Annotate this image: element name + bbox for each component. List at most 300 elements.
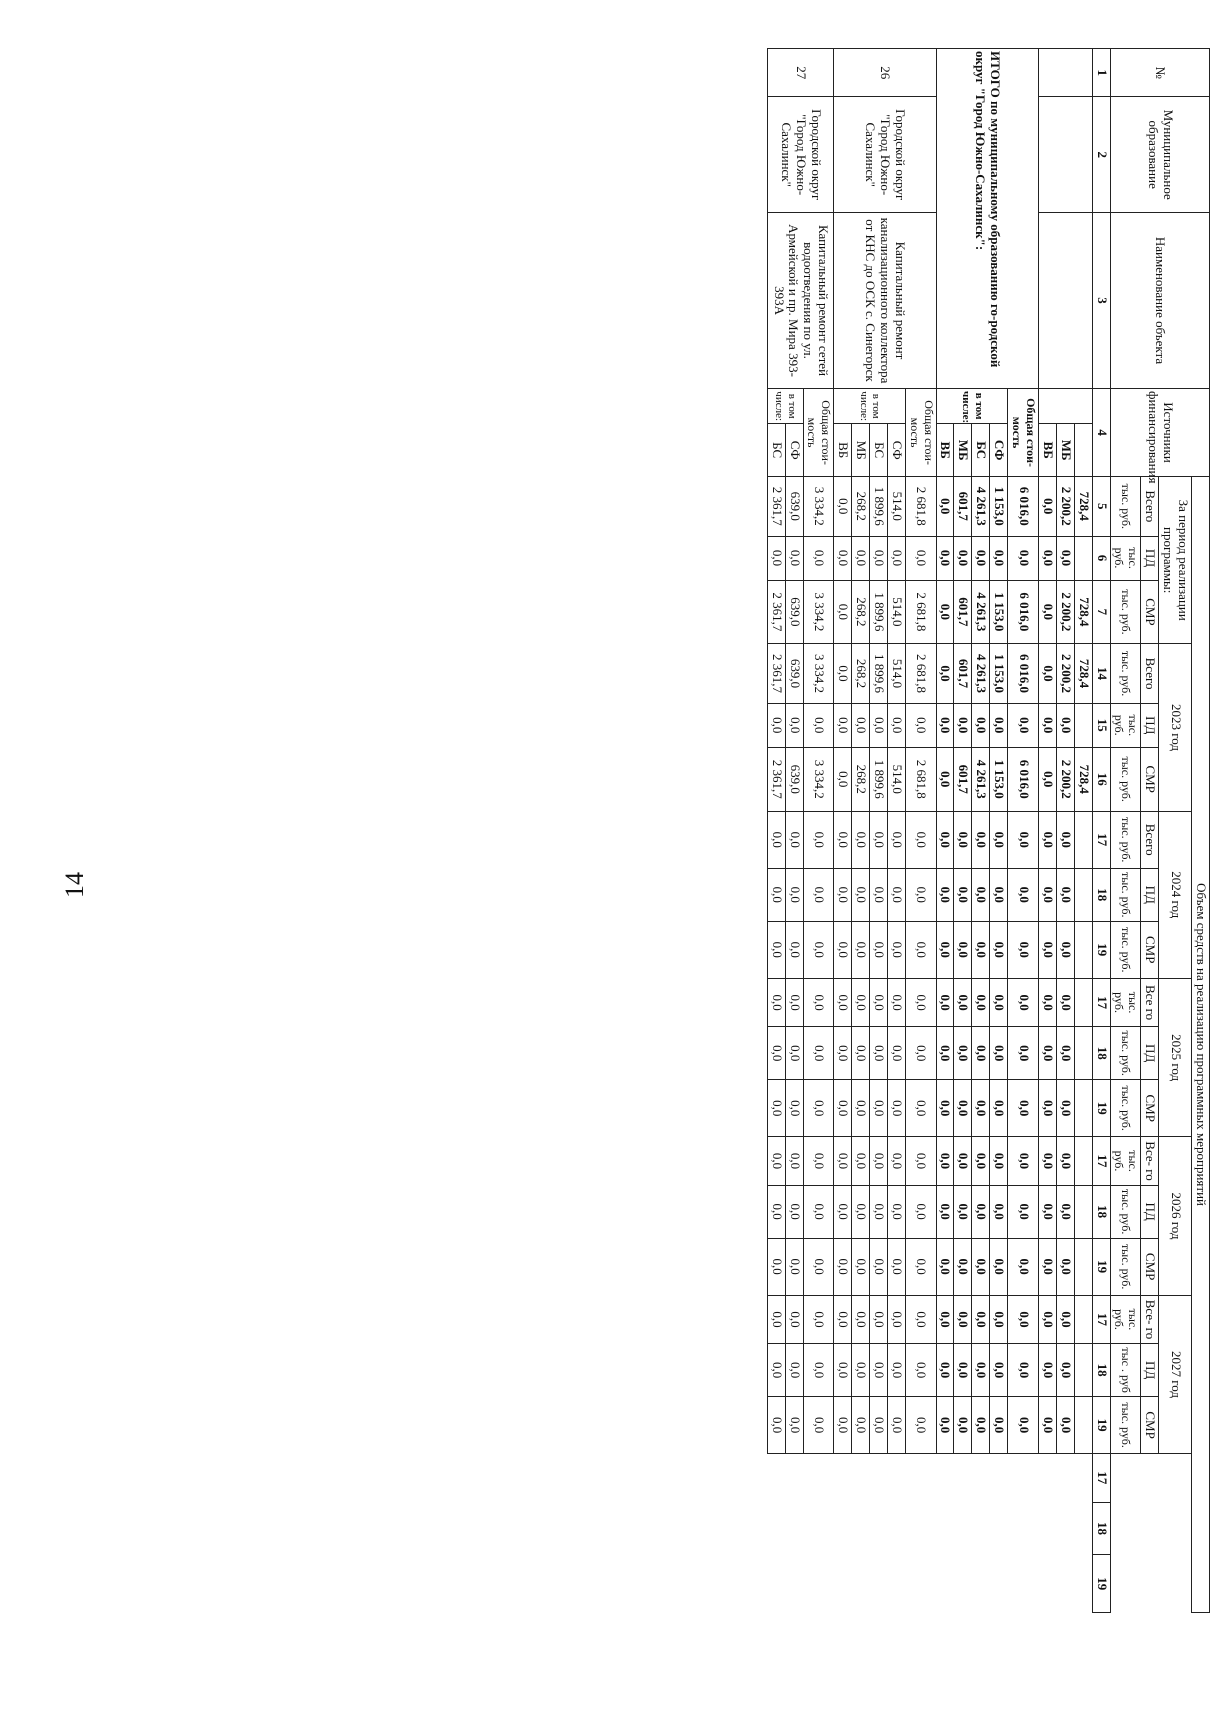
source-cell: ВБ (936, 424, 954, 477)
column-number-cell: 19 (1092, 921, 1110, 978)
value-cell: 0,0 (852, 536, 870, 580)
row-number-cell: 26 (834, 49, 936, 97)
column-number-cell: 5 (1092, 477, 1110, 536)
value-cell: 0,0 (803, 1238, 834, 1295)
value-cell: 0,0 (767, 703, 785, 747)
value-cell: 0,0 (888, 1137, 906, 1185)
value-cell: 2 361,7 (767, 747, 785, 811)
value-cell: 0,0 (972, 868, 990, 921)
value-cell: 0,0 (852, 1238, 870, 1295)
unit-header-cell: тыс. руб. (1110, 1137, 1141, 1185)
value-cell: 0,0 (954, 811, 972, 868)
sub-header-cell: Все- го (1141, 1137, 1159, 1185)
in-total-label-cell: в том числе: (767, 389, 803, 424)
value-cell: 268,2 (852, 644, 870, 703)
value-cell: 0,0 (1056, 703, 1074, 747)
value-cell (1074, 1397, 1092, 1454)
source-cell: МБ (954, 424, 972, 477)
column-number-cell: 14 (1092, 644, 1110, 703)
value-cell: 0,0 (936, 747, 954, 811)
value-cell: 0,0 (767, 1027, 785, 1080)
column-number-cell: 17 (1092, 1137, 1110, 1185)
sub-header-cell: СМР (1141, 580, 1159, 644)
value-cell: 0,0 (905, 978, 936, 1026)
value-cell: 0,0 (785, 1295, 803, 1343)
value-cell: 0,0 (785, 1344, 803, 1397)
value-cell: 0,0 (936, 868, 954, 921)
table-row (803, 49, 834, 1613)
table-row (1074, 49, 1092, 1613)
year-header-2027: 2027 год (1159, 1295, 1192, 1453)
value-cell: 268,2 (852, 580, 870, 644)
value-cell: 0,0 (905, 868, 936, 921)
unit-header-cell: тыс. руб. (1110, 747, 1141, 811)
value-cell: 0,0 (990, 703, 1008, 747)
value-cell (1074, 811, 1092, 868)
unit-header-cell: тыс. руб. (1110, 978, 1141, 1026)
total-cost-label: Общая стои- мость (905, 389, 936, 477)
source-cell: МБ (1056, 424, 1074, 477)
value-cell: 4 261,3 (972, 580, 990, 644)
sub-header-cell: СМР (1141, 1397, 1159, 1454)
column-number-cell: 18 (1092, 868, 1110, 921)
row-number-cell: 27 (767, 49, 833, 97)
value-cell: 728,4 (1074, 580, 1092, 644)
value-cell: 0,0 (834, 536, 852, 580)
value-cell: 0,0 (990, 811, 1008, 868)
value-cell: 0,0 (803, 868, 834, 921)
value-cell: 1 899,6 (870, 580, 888, 644)
value-cell: 0,0 (767, 868, 785, 921)
value-cell: 0,0 (936, 1137, 954, 1185)
value-cell: 728,4 (1074, 477, 1092, 536)
value-cell: 268,2 (852, 477, 870, 536)
value-cell: 0,0 (972, 703, 990, 747)
value-cell: 6 016,0 (1008, 477, 1039, 536)
value-cell: 0,0 (767, 1344, 785, 1397)
value-cell: 0,0 (954, 1238, 972, 1295)
rotated-table-wrapper (767, 48, 1210, 1613)
sub-header-cell: ПД (1141, 536, 1159, 580)
source-cell (1074, 424, 1092, 477)
value-cell (1074, 1137, 1092, 1185)
value-cell: 2 361,7 (767, 644, 785, 703)
value-cell: 1 153,0 (990, 580, 1008, 644)
value-cell: 0,0 (990, 978, 1008, 1026)
value-cell: 0,0 (905, 703, 936, 747)
value-cell: 0,0 (972, 536, 990, 580)
unit-header-cell: тыс. руб. (1110, 580, 1141, 644)
value-cell: 0,0 (888, 978, 906, 1026)
value-cell: 0,0 (936, 536, 954, 580)
value-cell: 1 899,6 (870, 477, 888, 536)
value-cell: 0,0 (936, 1185, 954, 1238)
value-cell: 0,0 (1008, 921, 1039, 978)
column-number-cell: 17 (1092, 811, 1110, 868)
value-cell: 0,0 (954, 1185, 972, 1238)
value-cell: 0,0 (1038, 978, 1056, 1026)
value-cell: 0,0 (936, 644, 954, 703)
value-cell: 601,7 (954, 747, 972, 811)
value-cell: 0,0 (1038, 1397, 1056, 1454)
value-cell: 0,0 (870, 1238, 888, 1295)
column-number-cell: 18 (1092, 1502, 1110, 1555)
value-cell: 0,0 (803, 1185, 834, 1238)
sub-header-cell: ПД (1141, 1027, 1159, 1080)
value-cell: 0,0 (1008, 868, 1039, 921)
value-cell: 0,0 (803, 1137, 834, 1185)
sub-header-cell: ПД (1141, 1185, 1159, 1238)
value-cell: 0,0 (803, 703, 834, 747)
value-cell: 0,0 (936, 477, 954, 536)
value-cell: 0,0 (905, 536, 936, 580)
value-cell: 0,0 (834, 1344, 852, 1397)
value-cell: 0,0 (767, 536, 785, 580)
funding-table (767, 48, 1210, 1613)
sub-header-cell: Все го (1141, 978, 1159, 1026)
value-cell (1074, 703, 1092, 747)
value-cell: 0,0 (1008, 703, 1039, 747)
sub-header-cell: Всего (1141, 811, 1159, 868)
value-cell: 0,0 (1038, 921, 1056, 978)
value-cell: 0,0 (954, 536, 972, 580)
value-cell: 0,0 (936, 978, 954, 1026)
value-cell: 0,0 (972, 1295, 990, 1343)
value-cell: 0,0 (1056, 1344, 1074, 1397)
value-cell: 0,0 (1056, 1137, 1074, 1185)
value-cell: 2 361,7 (767, 477, 785, 536)
sub-header-cell: СМР (1141, 1080, 1159, 1137)
col-header-no: № (1110, 49, 1209, 97)
value-cell: 639,0 (785, 747, 803, 811)
value-cell: 639,0 (785, 580, 803, 644)
value-cell: 0,0 (972, 1027, 990, 1080)
unit-header-cell: тыс. руб. (1110, 536, 1141, 580)
value-cell: 0,0 (936, 811, 954, 868)
value-cell: 0,0 (954, 1080, 972, 1137)
value-cell: 0,0 (905, 1080, 936, 1137)
value-cell: 0,0 (834, 811, 852, 868)
value-cell: 0,0 (834, 1238, 852, 1295)
municipality-cell (1038, 97, 1092, 213)
value-cell: 4 261,3 (972, 477, 990, 536)
value-cell: 0,0 (954, 1027, 972, 1080)
value-cell: 0,0 (936, 921, 954, 978)
page-number: 14 (60, 872, 89, 898)
value-cell (1074, 1080, 1092, 1137)
value-cell: 0,0 (954, 1344, 972, 1397)
value-cell: 0,0 (1056, 1238, 1074, 1295)
value-cell: 0,0 (1038, 703, 1056, 747)
value-cell: 0,0 (785, 811, 803, 868)
unit-header-cell: тыс. руб. (1110, 644, 1141, 703)
sub-header-cell: Всего (1141, 644, 1159, 703)
source-cell: БС (972, 424, 990, 477)
value-cell: 0,0 (803, 921, 834, 978)
unit-header-cell: тыс. руб. (1110, 1185, 1141, 1238)
sub-header-cell: Всего (1141, 477, 1159, 536)
value-cell: 0,0 (803, 1027, 834, 1080)
column-number-cell: 6 (1092, 536, 1110, 580)
value-cell: 0,0 (767, 978, 785, 1026)
value-cell: 0,0 (834, 1027, 852, 1080)
value-cell: 0,0 (1038, 747, 1056, 811)
column-number-cell: 1 (1092, 49, 1110, 97)
value-cell: 0,0 (870, 536, 888, 580)
value-cell: 0,0 (990, 1185, 1008, 1238)
value-cell: 0,0 (785, 703, 803, 747)
value-cell: 0,0 (1038, 1295, 1056, 1343)
value-cell: 0,0 (785, 1185, 803, 1238)
value-cell: 0,0 (888, 703, 906, 747)
value-cell (1074, 1238, 1092, 1295)
value-cell: 0,0 (972, 1238, 990, 1295)
value-cell: 0,0 (852, 1080, 870, 1137)
value-cell: 0,0 (936, 1397, 954, 1454)
value-cell: 0,0 (834, 703, 852, 747)
year-header-2025: 2025 год (1159, 978, 1192, 1136)
column-number-cell: 3 (1092, 212, 1110, 388)
unit-header-cell: тыс. руб. (1110, 1295, 1141, 1343)
column-number-cell: 17 (1092, 1295, 1110, 1343)
column-number-row (1092, 49, 1110, 1613)
value-cell: 0,0 (1008, 1295, 1039, 1343)
value-cell (1074, 868, 1092, 921)
value-cell: 0,0 (972, 1080, 990, 1137)
sub-header-cell: ПД (1141, 1344, 1159, 1397)
unit-header-cell: тыс. руб. (1110, 1027, 1141, 1080)
value-cell: 0,0 (852, 1295, 870, 1343)
value-cell: 0,0 (1038, 1027, 1056, 1080)
unit-header-cell: тыс. руб. (1110, 477, 1141, 536)
source-cell: ВБ (834, 424, 852, 477)
year-header-2024: 2024 год (1159, 811, 1192, 978)
value-cell: 0,0 (905, 1027, 936, 1080)
value-cell: 0,0 (1056, 1295, 1074, 1343)
value-cell: 0,0 (834, 1185, 852, 1238)
value-cell: 1 899,6 (870, 747, 888, 811)
value-cell: 0,0 (972, 978, 990, 1026)
itogo-label: ИТОГО по муниципальному образованию го-родской округ "Город Южно-Сахалинск": (936, 49, 1038, 389)
value-cell: 728,4 (1074, 747, 1092, 811)
value-cell: 0,0 (834, 921, 852, 978)
value-cell: 0,0 (870, 1027, 888, 1080)
total-cost-label: Общая стои- мость (803, 389, 834, 477)
value-cell: 0,0 (834, 1137, 852, 1185)
value-cell: 0,0 (803, 1080, 834, 1137)
sub-header-cell: СМР (1141, 1238, 1159, 1295)
value-cell: 0,0 (1056, 868, 1074, 921)
value-cell: 0,0 (852, 1027, 870, 1080)
value-cell: 0,0 (852, 811, 870, 868)
value-cell: 0,0 (767, 1137, 785, 1185)
source-cell: БС (767, 424, 785, 477)
column-number-cell: 19 (1092, 1397, 1110, 1454)
value-cell: 0,0 (834, 747, 852, 811)
col-header-municipality: Муниципальное образование (1110, 97, 1209, 213)
source-cell: СФ (990, 424, 1008, 477)
column-number-cell: 17 (1092, 978, 1110, 1026)
table-row (905, 49, 936, 1613)
value-cell: 0,0 (767, 811, 785, 868)
column-number-cell: 16 (1092, 747, 1110, 811)
value-cell: 0,0 (870, 1080, 888, 1137)
value-cell: 0,0 (1038, 1185, 1056, 1238)
value-cell: 0,0 (972, 1137, 990, 1185)
value-cell: 0,0 (785, 868, 803, 921)
value-cell: 0,0 (1008, 1137, 1039, 1185)
value-cell (1074, 978, 1092, 1026)
value-cell: 0,0 (852, 1185, 870, 1238)
header-row-1 (1192, 49, 1210, 1613)
value-cell: 0,0 (990, 1027, 1008, 1080)
value-cell: 2 200,2 (1056, 747, 1074, 811)
value-cell: 1 153,0 (990, 644, 1008, 703)
value-cell: 0,0 (905, 1185, 936, 1238)
value-cell: 0,0 (1056, 1027, 1074, 1080)
value-cell: 0,0 (905, 1397, 936, 1454)
source-cell: СФ (888, 424, 906, 477)
value-cell: 0,0 (803, 536, 834, 580)
column-number-cell: 19 (1092, 1080, 1110, 1137)
value-cell: 0,0 (1008, 1185, 1039, 1238)
value-cell: 0,0 (785, 1137, 803, 1185)
value-cell: 514,0 (888, 644, 906, 703)
value-cell: 0,0 (1038, 1238, 1056, 1295)
value-cell: 2 200,2 (1056, 644, 1074, 703)
column-number-cell: 18 (1092, 1344, 1110, 1397)
value-cell: 0,0 (785, 1080, 803, 1137)
sub-header-cell: СМР (1141, 921, 1159, 978)
value-cell: 0,0 (1038, 1344, 1056, 1397)
column-number-cell: 2 (1092, 97, 1110, 213)
value-cell: 0,0 (888, 1185, 906, 1238)
value-cell: 0,0 (905, 1137, 936, 1185)
value-cell: 0,0 (888, 868, 906, 921)
total-cost-label: Общая стои- мость (1008, 389, 1039, 477)
unit-header-cell: тыс. руб. (1110, 703, 1141, 747)
value-cell: 601,7 (954, 644, 972, 703)
value-cell: 1 153,0 (990, 477, 1008, 536)
value-cell: 0,0 (1008, 1397, 1039, 1454)
value-cell: 0,0 (888, 1344, 906, 1397)
value-cell: 0,0 (834, 580, 852, 644)
value-cell: 0,0 (1008, 978, 1039, 1026)
value-cell: 0,0 (870, 921, 888, 978)
unit-header-cell: тыс. руб. (1110, 1080, 1141, 1137)
value-cell: 0,0 (870, 978, 888, 1026)
object-cell: Капитальный ремонт канализационного коллектора от КНС до ОСК с. Синегорск (834, 212, 936, 388)
value-cell: 4 261,3 (972, 644, 990, 703)
value-cell: 0,0 (888, 811, 906, 868)
value-cell: 0,0 (888, 921, 906, 978)
value-cell (1074, 1185, 1092, 1238)
source-cell: БС (870, 424, 888, 477)
value-cell: 0,0 (954, 868, 972, 921)
column-number-cell: 19 (1092, 1555, 1110, 1613)
value-cell: 0,0 (852, 1344, 870, 1397)
value-cell: 514,0 (888, 580, 906, 644)
value-cell: 639,0 (785, 644, 803, 703)
sub-header-cell: ПД (1141, 703, 1159, 747)
value-cell: 0,0 (870, 703, 888, 747)
value-cell: 3 334,2 (803, 644, 834, 703)
value-cell (1074, 921, 1092, 978)
value-cell: 0,0 (870, 1344, 888, 1397)
value-cell: 0,0 (852, 1397, 870, 1454)
value-cell: 0,0 (1056, 811, 1074, 868)
value-cell: 0,0 (936, 1027, 954, 1080)
column-number-cell: 19 (1092, 1238, 1110, 1295)
value-cell: 0,0 (803, 978, 834, 1026)
value-cell: 601,7 (954, 580, 972, 644)
value-cell (1074, 1344, 1092, 1397)
value-cell: 0,0 (990, 1397, 1008, 1454)
column-number-cell: 7 (1092, 580, 1110, 644)
value-cell: 0,0 (990, 1080, 1008, 1137)
value-cell: 0,0 (870, 1295, 888, 1343)
value-cell: 0,0 (990, 1344, 1008, 1397)
value-cell: 2 681,8 (905, 644, 936, 703)
value-cell: 0,0 (852, 868, 870, 921)
column-number-cell: 15 (1092, 703, 1110, 747)
value-cell: 0,0 (888, 536, 906, 580)
value-cell: 0,0 (852, 703, 870, 747)
value-cell: 0,0 (852, 921, 870, 978)
value-cell (1074, 536, 1092, 580)
value-cell: 0,0 (954, 978, 972, 1026)
in-total-label-cell: в том числе: (834, 389, 906, 424)
value-cell: 0,0 (954, 921, 972, 978)
value-cell: 0,0 (972, 921, 990, 978)
value-cell: 0,0 (767, 1295, 785, 1343)
value-cell: 0,0 (1038, 1137, 1056, 1185)
value-cell: 0,0 (767, 1238, 785, 1295)
value-cell: 0,0 (785, 921, 803, 978)
value-cell: 2 200,2 (1056, 477, 1074, 536)
column-number-cell: 17 (1092, 1454, 1110, 1502)
object-cell (1038, 212, 1092, 388)
value-cell: 0,0 (803, 811, 834, 868)
value-cell: 0,0 (972, 811, 990, 868)
in-total-label-cell (1038, 389, 1092, 424)
value-cell: 0,0 (936, 1344, 954, 1397)
value-cell (1074, 1027, 1092, 1080)
value-cell: 2 681,8 (905, 580, 936, 644)
value-cell: 6 016,0 (1008, 580, 1039, 644)
sub-header-cell: Все- го (1141, 1295, 1159, 1343)
value-cell: 0,0 (936, 1080, 954, 1137)
value-cell: 0,0 (1008, 1027, 1039, 1080)
value-cell: 6 016,0 (1008, 747, 1039, 811)
value-cell: 0,0 (1056, 536, 1074, 580)
column-number-cell: 4 (1092, 389, 1110, 477)
value-cell: 0,0 (767, 1185, 785, 1238)
value-cell: 2 681,8 (905, 477, 936, 536)
value-cell: 6 016,0 (1008, 644, 1039, 703)
col-header-volume: Объем средств на реализацию программных мероприятий (1192, 477, 1210, 1613)
value-cell: 0,0 (954, 703, 972, 747)
value-cell: 0,0 (888, 1238, 906, 1295)
value-cell: 0,0 (834, 1295, 852, 1343)
value-cell: 0,0 (1008, 1344, 1039, 1397)
value-cell: 514,0 (888, 477, 906, 536)
value-cell: 0,0 (936, 580, 954, 644)
value-cell: 0,0 (972, 1397, 990, 1454)
value-cell: 0,0 (834, 978, 852, 1026)
value-cell: 0,0 (767, 1080, 785, 1137)
value-cell: 0,0 (990, 1238, 1008, 1295)
